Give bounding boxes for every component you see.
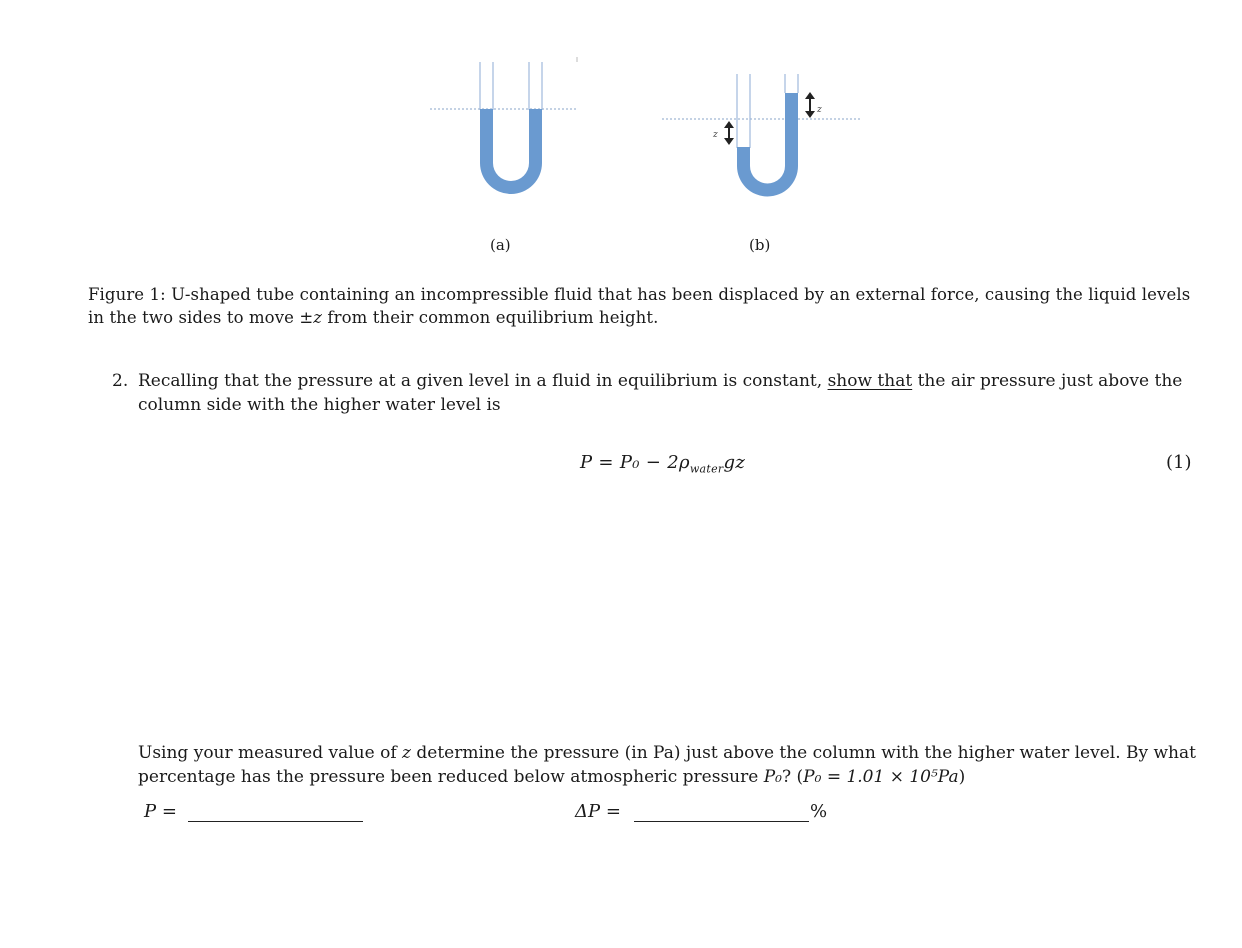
- question-2: [112, 370, 1202, 417]
- followup-text-1: Using your measured value of: [138, 743, 403, 763]
- followup-p0: P₀: [763, 766, 782, 787]
- u-tube-a: [430, 57, 578, 194]
- question-number: 2.: [112, 371, 129, 391]
- u-tube-figure: [0, 0, 1242, 240]
- panel-b-label: (b): [749, 236, 771, 254]
- answer-line: [144, 801, 1144, 831]
- dp-answer-label: ΔP =: [575, 801, 621, 822]
- p-answer-blank[interactable]: [188, 821, 363, 822]
- question-text-2: the air pressure just above the column side with the higher water level is: [138, 371, 1183, 415]
- u-tube-b: [662, 74, 860, 196]
- equation-subscript: water: [689, 462, 724, 476]
- equation-tail: gz: [723, 452, 746, 473]
- double-arrow-icon: [724, 121, 734, 145]
- question-text: [138, 370, 1202, 417]
- caption-text: U-shaped tube containing an incompressible fluid that has been displaced by an external force, causing the liquid levels in the two sides to move: [88, 285, 1191, 327]
- show-that-emphasis: show that: [827, 371, 913, 391]
- caption-text-end: from their common equilibrium height.: [322, 307, 659, 327]
- p-answer-label: P =: [144, 801, 177, 822]
- z-label-right: z: [817, 105, 822, 115]
- caption-pm-z: ±z: [299, 307, 323, 327]
- double-arrow-icon: [805, 92, 815, 118]
- dp-answer-blank[interactable]: [634, 821, 809, 822]
- equation-main: P = P₀ − 2ρ: [580, 452, 690, 473]
- u-tube-diagram: [0, 0, 1242, 240]
- fluid-a: [480, 109, 542, 194]
- equation-1: [580, 452, 745, 476]
- followup-text-2: determine the pressure (in Pa) just above the column with the higher water level. By what percentage has the pressure been reduced below atmospheric pressure: [138, 743, 1196, 787]
- followup-question: [138, 742, 1202, 789]
- panel-a-label: (a): [490, 236, 511, 254]
- followup-text-4: ): [958, 766, 966, 787]
- followup-given: P₀ = 1.01 × 10⁵Pa: [803, 766, 959, 787]
- z-label-left: z: [713, 130, 718, 140]
- figure-caption: [88, 284, 1198, 329]
- question-text-1: Recalling that the pressure at a given level in a fluid in equilibrium is constant,: [138, 371, 828, 391]
- percent-sign: %: [810, 801, 828, 822]
- fluid-b: [737, 93, 798, 196]
- followup-text-3: ? (: [782, 766, 804, 787]
- followup-var-z: z: [402, 743, 411, 763]
- equation-number: (1): [1166, 452, 1192, 473]
- caption-prefix: Figure 1:: [88, 285, 166, 304]
